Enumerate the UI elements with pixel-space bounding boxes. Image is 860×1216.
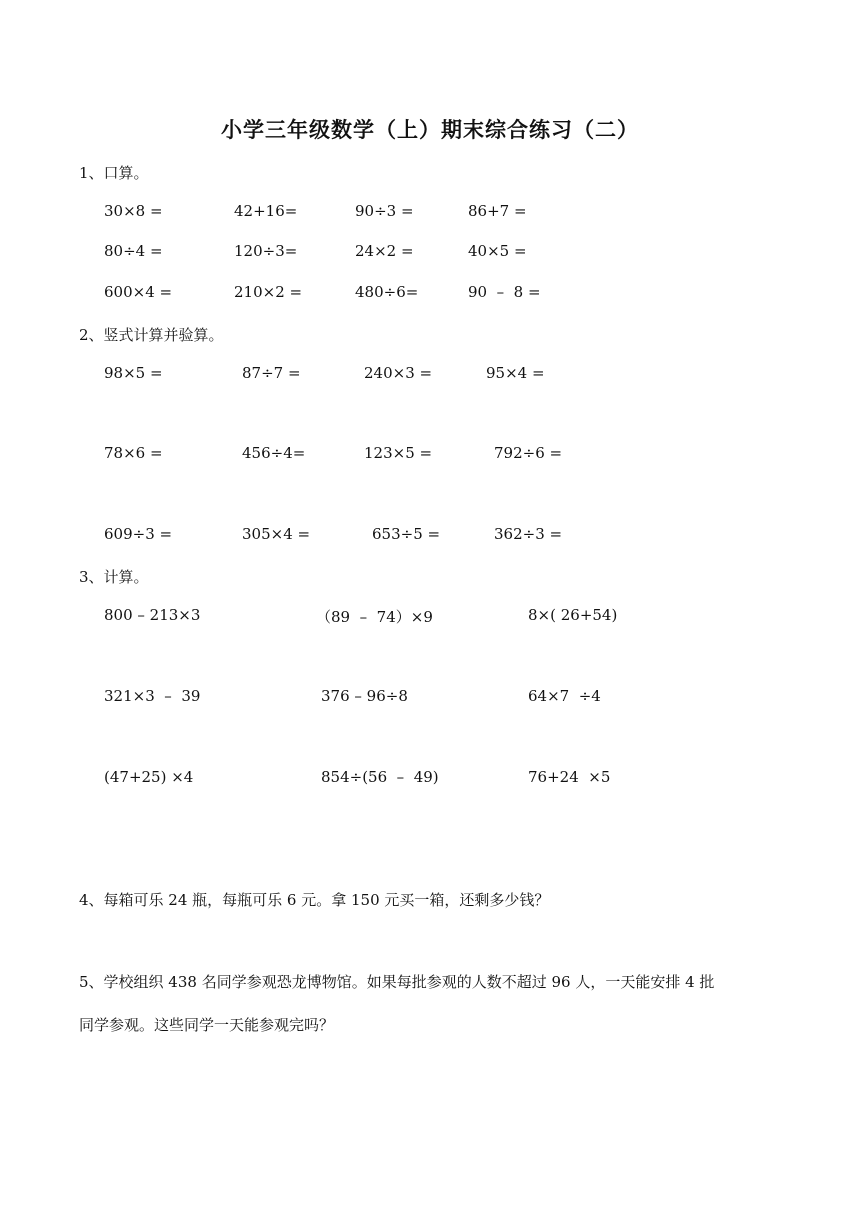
q3-problem: 321×3 – 39	[104, 687, 201, 705]
q3-problem: 64×7 ÷4	[528, 687, 601, 705]
q1-problem: 90 – 8 =	[468, 283, 541, 301]
q2-problem: 240×3 =	[364, 364, 433, 382]
q3-problem: 800 – 213×3	[104, 606, 201, 624]
q1-problem: 24×2 =	[355, 242, 414, 260]
q1-row-2	[0, 242, 860, 264]
q3-problem: (47+25) ×4	[104, 768, 194, 786]
q1-problem: 90÷3 =	[355, 202, 414, 220]
q2-problem: 87÷7 =	[242, 364, 301, 382]
q1-problem: 600×4 =	[104, 283, 173, 301]
q1-problem: 40×5 =	[468, 242, 527, 260]
q2-problem: 456÷4=	[242, 444, 306, 462]
q1-problem: 210×2 =	[234, 283, 303, 301]
q1-row-3	[0, 283, 860, 305]
q2-problem: 305×4 =	[242, 525, 311, 543]
q3-problem: （89 – 74）×9	[316, 608, 433, 626]
q1-problem: 120÷3=	[234, 242, 298, 260]
q2-problem: 123×5 =	[364, 444, 433, 462]
q2-problem: 653÷5 =	[372, 525, 441, 543]
q1-problem: 80÷4 =	[104, 242, 163, 260]
q1-row-1	[0, 202, 860, 224]
q2-problem: 792÷6 =	[494, 444, 563, 462]
q1-problem: 480÷6=	[355, 283, 419, 301]
q3-problem: 854÷(56 – 49)	[321, 768, 439, 786]
q2-problem: 95×4 =	[486, 364, 545, 382]
q1-problem: 86+7 =	[468, 202, 527, 220]
q3-row-3	[0, 768, 860, 790]
q1-problem: 30×8 =	[104, 202, 163, 220]
q2-row-3	[0, 525, 860, 547]
q3-problem: 8×( 26+54)	[528, 606, 618, 624]
q3-problem: 376 – 96÷8	[321, 687, 408, 705]
q2-problem: 98×5 =	[104, 364, 163, 382]
q2-problem: 362÷3 =	[494, 525, 563, 543]
q2-row-2	[0, 444, 860, 466]
q3-problem: 76+24 ×5	[528, 768, 611, 786]
q2-problem: 78×6 =	[104, 444, 163, 462]
q3-row-1	[0, 606, 860, 628]
q3-heading: 3、计算。	[79, 568, 149, 586]
q5-word-problem-line-2: 同学参观。这些同学一天能参观完吗？	[79, 1016, 335, 1034]
q4-word-problem: 4、每箱可乐 24 瓶，每瓶可乐 6 元。拿 150 元买一箱，还剩多少钱？	[79, 891, 550, 909]
q1-heading: 1、口算。	[79, 164, 149, 182]
q2-heading: 2、竖式计算并验算。	[79, 326, 224, 344]
page-title: 小学三年级数学（上）期末综合练习（二）	[221, 117, 639, 142]
q5-word-problem-line-1: 5、学校组织 438 名同学参观恐龙博物馆。如果每批参观的人数不超过 96 人，一天能安排 4 批	[79, 973, 715, 991]
q2-row-1	[0, 364, 860, 386]
q2-problem: 609÷3 =	[104, 525, 173, 543]
q3-row-2	[0, 687, 860, 709]
q1-problem: 42+16=	[234, 202, 298, 220]
